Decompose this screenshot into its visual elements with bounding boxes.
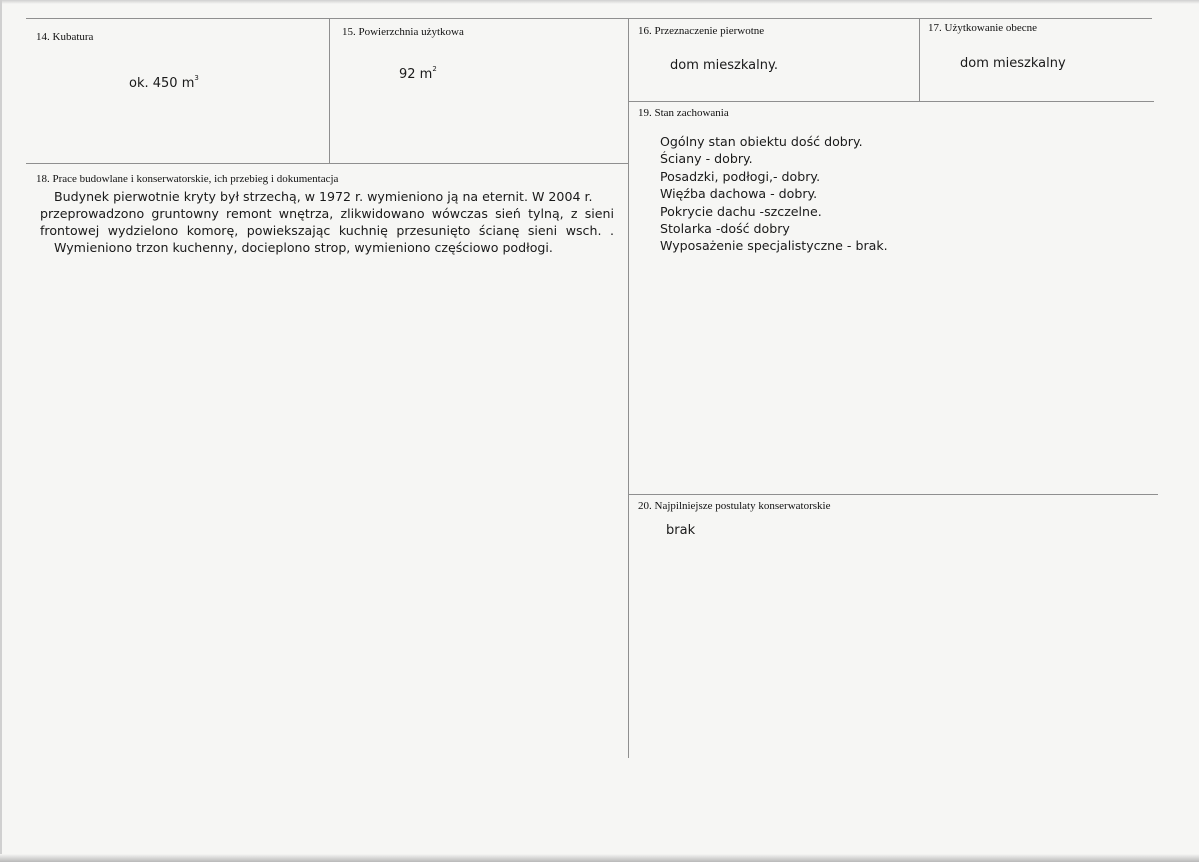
field19-item: Ściany - dobry. bbox=[660, 151, 753, 167]
field20-value: brak bbox=[666, 523, 696, 538]
grid-line-v-kubatura bbox=[329, 18, 330, 164]
page-edge-bottom bbox=[0, 854, 1199, 862]
field19-item: Ogólny stan obiektu dość dobry. bbox=[660, 134, 863, 149]
field19-item: Posadzki, podłogi,- dobry. bbox=[660, 168, 821, 184]
grid-line-field18-top bbox=[26, 163, 629, 164]
grid-line-v-right bbox=[919, 18, 920, 101]
field17-label: 17. Użytkowanie obecne bbox=[928, 22, 1038, 34]
field14-value-text: ok. 450 m bbox=[129, 76, 195, 91]
field14-label: 14. Kubatura bbox=[36, 31, 94, 43]
field19-item: Więźba dachowa - dobry. bbox=[660, 186, 818, 202]
field18-label: 18. Prace budowlane i konserwatorskie, ich przebieg i dokumentacja bbox=[36, 173, 339, 185]
page-edge-left bbox=[0, 0, 2, 862]
grid-line-field19-top bbox=[628, 101, 1154, 102]
field18-line: Budynek pierwotnie kryty był strzechą, w 1972 r. wymieniono ją na eternit. W 2004 r. bbox=[54, 189, 593, 204]
grid-line-top bbox=[26, 18, 1152, 19]
field14-value bbox=[129, 76, 199, 91]
field18-line: frontowej wydzielono komorę, powiekszając kuchnię przesunięto ścianę sieni wsch. . bbox=[40, 223, 614, 238]
field15-label: 15. Powierzchnia użytkowa bbox=[342, 26, 464, 38]
field19-item: Stolarka -dość dobry bbox=[660, 221, 790, 237]
field19-item: Wyposażenie specjalistyczne - brak. bbox=[660, 238, 888, 254]
field18-text bbox=[40, 188, 614, 256]
field18-line: przeprowadzono gruntowny remont wnętrza, zlikwidowano wówczas sień tylną, z sieni bbox=[40, 206, 614, 221]
grid-line-field20-top bbox=[628, 494, 1158, 495]
field15-value-unit-sup: 2 bbox=[432, 65, 437, 73]
grid-line-v-center bbox=[628, 18, 629, 758]
page-edge-top bbox=[0, 0, 1199, 4]
field16-label: 16. Przeznaczenie pierwotne bbox=[638, 25, 765, 37]
field15-value bbox=[399, 67, 437, 82]
field16-value: dom mieszkalny. bbox=[670, 58, 778, 73]
field19-item: Pokrycie dachu -szczelne. bbox=[660, 203, 822, 219]
field19-list bbox=[660, 133, 888, 255]
field15-value-text: 92 m bbox=[399, 67, 433, 82]
field19-label: 19. Stan zachowania bbox=[638, 107, 729, 119]
field17-value: dom mieszkalny bbox=[960, 56, 1066, 71]
field20-label: 20. Najpilniejsze postulaty konserwatorskie bbox=[638, 500, 831, 512]
field18-line: Wymieniono trzon kuchenny, docieplono strop, wymieniono częściowo podłogi. bbox=[54, 240, 553, 255]
field14-value-unit-sup: 3 bbox=[194, 74, 199, 82]
